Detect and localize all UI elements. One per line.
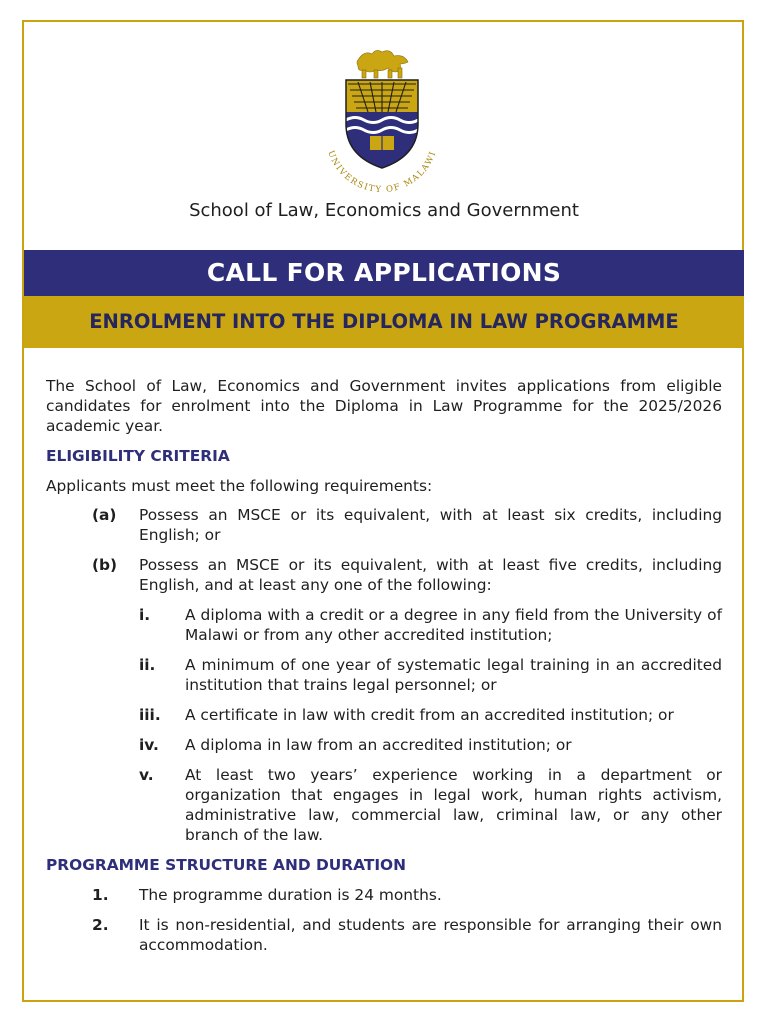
eligibility-heading: ELIGIBILITY CRITERIA	[46, 447, 230, 465]
sub-list-item	[46, 655, 722, 695]
list-item-text: At least two years’ experience working in a department or organization that engages in legal work, human rights activism, administrative law, commercial law, criminal law, or any other branch of the law.	[185, 766, 722, 844]
list-marker: v.	[139, 766, 154, 784]
requirements-intro: Applicants must meet the following requirements:	[46, 477, 433, 495]
list-item-text: It is non-residential, and students are responsible for arranging their own accommodation.	[139, 916, 722, 954]
list-marker: (a)	[92, 506, 117, 524]
list-marker: 2.	[92, 916, 109, 934]
crest-lettering: UNIVERSITY OF MALAWI	[325, 149, 439, 194]
list-item-text: Possess an MSCE or its equivalent, with at least five credits, including English, and at least any one of the following:	[139, 556, 722, 594]
school-name: School of Law, Economics and Government	[189, 200, 579, 221]
list-marker: iii.	[139, 706, 161, 724]
numbered-item	[46, 915, 722, 955]
call-for-applications-banner: CALL FOR APPLICATIONS	[24, 250, 744, 296]
document-body	[46, 376, 722, 965]
list-item-text: A minimum of one year of systematic legal training in an accredited institution that trains legal personnel; or	[185, 656, 722, 694]
structure-heading: PROGRAMME STRUCTURE AND DURATION	[46, 856, 407, 874]
numbered-item	[46, 885, 722, 905]
list-item-text: Possess an MSCE or its equivalent, with at least six credits, including English; or	[139, 506, 722, 544]
list-marker: ii.	[139, 656, 156, 674]
list-marker: i.	[139, 606, 151, 624]
sub-list-item	[46, 605, 722, 645]
list-item-text: A diploma in law from an accredited institution; or	[185, 736, 572, 754]
sub-list-item	[46, 735, 722, 755]
list-item-text: A diploma with a credit or a degree in any field from the University of Malawi or from any other accredited institution;	[185, 606, 722, 644]
list-item	[46, 555, 722, 595]
university-crest-icon	[318, 44, 446, 194]
sub-list-item	[46, 765, 722, 845]
intro-paragraph: The School of Law, Economics and Government invites applications from eligible candidates for enrolment into the Diploma in Law Programme for the 2025/2026 academic year.	[46, 377, 722, 435]
list-marker: (b)	[92, 556, 118, 574]
list-marker: 1.	[92, 886, 109, 904]
list-item-text: The programme duration is 24 months.	[139, 886, 442, 904]
sub-list-item	[46, 705, 722, 725]
list-item	[46, 505, 722, 545]
list-marker: iv.	[139, 736, 159, 754]
list-item-text: A certificate in law with credit from an accredited institution; or	[185, 706, 674, 724]
programme-subtitle-banner: ENROLMENT INTO THE DIPLOMA IN LAW PROGRAMME	[24, 296, 744, 348]
